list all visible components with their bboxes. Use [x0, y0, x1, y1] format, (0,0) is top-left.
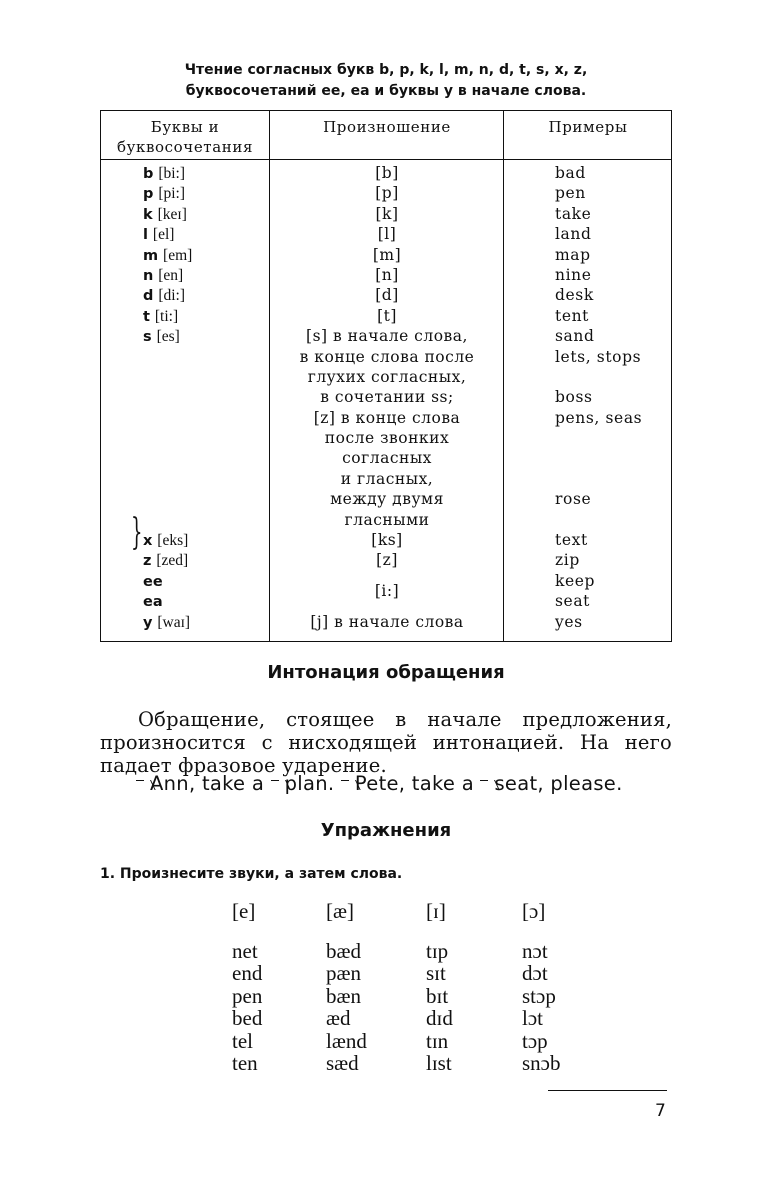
- word: bed: [232, 1006, 263, 1031]
- table-row-letter: [143, 612, 273, 632]
- footer-rule: [548, 1090, 667, 1091]
- table-row-pronunciation: после звонких: [324, 429, 450, 448]
- word: ten: [232, 1051, 258, 1076]
- table-row-pronunciation: [d]: [375, 286, 399, 305]
- table-row-example: lets, stops: [555, 347, 642, 366]
- table-row-pronunciation: [z] в конце слова: [313, 408, 461, 427]
- letter: l: [143, 227, 148, 244]
- table-row-example: boss: [555, 388, 593, 407]
- header-letters: [105, 117, 265, 157]
- word-list: [522, 940, 561, 1074]
- exercise-1-title: 1. Произнесите звуки, а затем слова.: [100, 866, 403, 882]
- phonetic-column-i: [426, 896, 453, 1074]
- table-row-pronunciation: [p]: [375, 184, 399, 203]
- table-row-pronunciation: [j] в начале слова: [310, 612, 464, 631]
- sound-label: [ɪ]: [426, 899, 446, 923]
- word: tɔp: [522, 1028, 548, 1053]
- table-row-letter: [143, 204, 273, 224]
- phonetic-column-ae: [326, 896, 367, 1074]
- table-row-example: seat: [555, 592, 590, 611]
- letters-column: [143, 163, 273, 632]
- letter: ea: [143, 594, 163, 611]
- letter-name: [bi:]: [158, 165, 186, 182]
- table-row-letter: [143, 571, 273, 591]
- table-row-pronunciation: [k]: [375, 204, 399, 223]
- letter: b: [143, 166, 154, 182]
- letter-name: [zed]: [156, 552, 189, 570]
- table-divider: [503, 111, 504, 641]
- table-row-letter: [143, 591, 273, 611]
- section-title-exercises: Упражнения: [320, 820, 452, 841]
- header-letters-line2: буквосочетания: [116, 138, 254, 156]
- table-row-letter: [143, 347, 273, 367]
- table-row-example: take: [555, 204, 592, 223]
- table-row-example: tent: [555, 306, 590, 325]
- word: sæd: [326, 1051, 359, 1076]
- header-examples: Примеры: [548, 118, 628, 136]
- word: tɪp: [426, 939, 449, 963]
- letter-name: [keɪ]: [157, 205, 187, 223]
- table-row-pronunciation: в сочетании ss;: [320, 388, 454, 407]
- table-row-letter: [143, 550, 273, 570]
- table-row-example: map: [555, 245, 591, 264]
- table-row-pronunciation: [i:]: [374, 582, 400, 601]
- table-caption: [100, 60, 672, 102]
- table-row-letter: [143, 469, 273, 489]
- word: dɪd: [426, 1006, 453, 1031]
- table-row-letter: [143, 265, 273, 285]
- word: lænd: [326, 1028, 367, 1053]
- table-row-pronunciation: [m]: [372, 245, 402, 264]
- table-row-example: zip: [555, 551, 580, 570]
- table-row-letter: [143, 306, 273, 326]
- pronunciation-column: [271, 163, 503, 632]
- letter-name: [eks]: [157, 532, 189, 550]
- table-row-example: land: [555, 225, 592, 244]
- table-header-divider: [101, 159, 671, 160]
- letter-name: [em]: [163, 246, 193, 264]
- word: lɪst: [426, 1051, 452, 1076]
- falling-tone-icon: [341, 778, 355, 790]
- page-number: 7: [655, 1101, 666, 1121]
- word: bɪt: [426, 983, 449, 1008]
- word: dɔt: [522, 961, 548, 986]
- table-row-letter: [143, 530, 273, 550]
- example-part: Ann, take a: [150, 772, 271, 795]
- table-row-letter: [143, 489, 273, 509]
- example-part: seat, please.: [494, 772, 623, 795]
- table-row-letter: [143, 448, 273, 468]
- word: pen: [232, 983, 263, 1008]
- word: end: [232, 961, 263, 986]
- table-row-example: pens, seas: [555, 408, 643, 427]
- table-row-pronunciation: [b]: [375, 164, 399, 182]
- letter: n: [143, 267, 154, 284]
- table-row-pronunciation: между двумя: [330, 490, 444, 509]
- letter: p: [143, 186, 154, 203]
- letter-name: [ti:]: [154, 307, 179, 325]
- header-letters-line1: Буквы и: [150, 118, 220, 136]
- falling-tone-icon: [136, 778, 150, 790]
- letter: z: [143, 553, 152, 570]
- word: pæn: [326, 961, 362, 986]
- intonation-paragraph: [100, 708, 672, 777]
- word: lɔt: [522, 1006, 543, 1031]
- sound-label: [ɔ]: [522, 899, 546, 923]
- section-title-intonation: Интонация обращения: [267, 662, 505, 683]
- phonetic-column-e: [232, 896, 262, 1074]
- table-row-letter: [143, 163, 273, 183]
- letter: ee: [143, 573, 163, 590]
- table-row-letter: [143, 285, 273, 305]
- table-row-letter: [143, 387, 273, 407]
- table-row-example: bad: [555, 164, 586, 182]
- brace-mark: }: [131, 512, 143, 553]
- letter-name: [pi:]: [158, 185, 186, 203]
- table-row-letter: [143, 428, 273, 448]
- table-row-letter: [143, 367, 273, 387]
- table-row-letter: [143, 408, 273, 428]
- word: stɔp: [522, 983, 556, 1008]
- table-row-pronunciation: и гласных,: [340, 469, 434, 488]
- word: net: [232, 939, 258, 963]
- letter: x: [143, 533, 153, 550]
- example-part: plan.: [284, 772, 341, 795]
- word-list: [232, 940, 262, 1074]
- table-row-example: [555, 448, 671, 468]
- table-row-pronunciation: [l]: [377, 225, 397, 244]
- letter-name: [es]: [156, 328, 180, 346]
- table-row-pronunciation: глухих согласных,: [307, 367, 467, 386]
- examples-column: [555, 163, 671, 632]
- table-row-letter: [143, 245, 273, 265]
- letter: t: [143, 308, 150, 325]
- phonetic-column-o: [522, 896, 561, 1074]
- table-row-letter: [143, 326, 273, 346]
- table-row-letter: [143, 224, 273, 244]
- word: snɔb: [522, 1051, 561, 1076]
- word: sɪt: [426, 961, 446, 986]
- table-row-example: desk: [555, 286, 594, 305]
- letter: m: [143, 247, 159, 264]
- word-list: [426, 940, 453, 1074]
- table-row-pronunciation: [ks]: [371, 531, 403, 550]
- table-row-pronunciation: [n]: [375, 265, 399, 284]
- table-row-pronunciation: согласных: [342, 449, 432, 468]
- table-row-example: text: [555, 531, 588, 550]
- word: tel: [232, 1028, 253, 1053]
- table-row-pronunciation: гласными: [344, 510, 430, 529]
- caption-line-2: буквосочетаний ee, ea и буквы y в начале слова.: [185, 83, 587, 99]
- table-row-letter: [143, 183, 273, 203]
- letter-name: [en]: [158, 266, 184, 284]
- table-row-example: pen: [555, 184, 586, 203]
- table-row-example: [555, 428, 671, 448]
- table-row-letter: [143, 510, 273, 530]
- paragraph-text: Обращение, стоящее в начале предложения, произносится с нисходящей интонацией. На него падает фразовое ударение.: [100, 708, 672, 777]
- letter-name: [di:]: [158, 287, 186, 305]
- word: bæd: [326, 939, 362, 963]
- sound-label: [e]: [232, 899, 256, 923]
- table-row-example: sand: [555, 327, 595, 346]
- table-row-example: yes: [555, 612, 583, 631]
- letter: y: [143, 614, 153, 631]
- table-row-pronunciation: [s] в начале слова,: [306, 327, 468, 346]
- table-row-pronunciation: [z]: [376, 551, 398, 570]
- word: bæn: [326, 983, 362, 1008]
- falling-tone-icon: [480, 778, 494, 790]
- intonation-example: [136, 772, 623, 795]
- table-row-pronunciation: [t]: [377, 306, 397, 325]
- word: nɔt: [522, 939, 548, 963]
- letter: d: [143, 288, 154, 305]
- table-row-example: keep: [555, 571, 596, 590]
- table-row-example: [555, 367, 671, 387]
- table-row-example: [555, 469, 671, 489]
- table-row-example: nine: [555, 265, 592, 284]
- table-row-pronunciation: в конце слова после: [299, 347, 475, 366]
- word-list: [326, 940, 367, 1074]
- letter: s: [143, 329, 152, 346]
- header-pronunciation: Произношение: [323, 118, 451, 136]
- word: tɪn: [426, 1028, 449, 1053]
- letter: k: [143, 206, 153, 223]
- example-part: Pete, take a: [354, 772, 481, 795]
- sound-label: [æ]: [326, 899, 354, 923]
- table-row-example: rose: [555, 490, 592, 509]
- word: æd: [326, 1006, 351, 1031]
- letter-name: [waɪ]: [157, 613, 191, 631]
- letter-name: [el]: [152, 226, 175, 244]
- falling-tone-icon: [271, 778, 285, 790]
- consonants-table: [100, 110, 672, 642]
- table-row-example: [555, 510, 671, 530]
- caption-line-1: Чтение согласных букв b, p, k, l, m, n, d, t, s, x, z,: [184, 62, 588, 78]
